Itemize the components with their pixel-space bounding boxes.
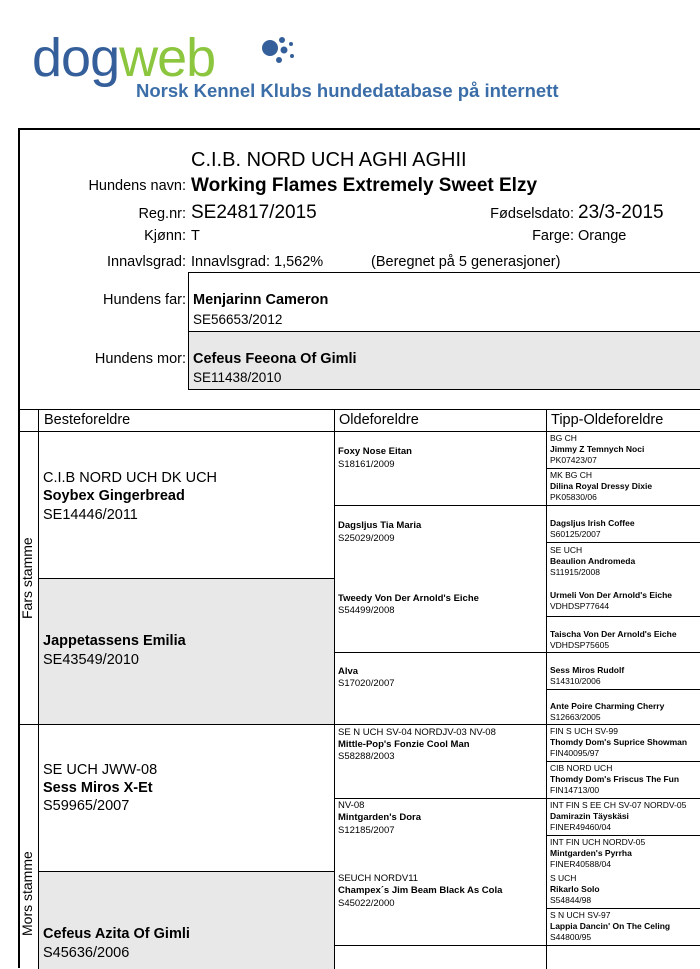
inbreeding-note: (Beregnet på 5 generasjoner): [371, 254, 561, 270]
great-great-grandparent-cell[interactable]: Sess Miros Rudolf S14310/2006: [550, 665, 625, 686]
dog-sex: T: [191, 228, 200, 244]
logo-wordmark: dogweb: [32, 28, 216, 88]
grandparent-cell[interactable]: C.I.B NORD UCH DK UCH Soybex Gingerbread SE14446/2011: [43, 470, 218, 523]
grandparent-cell[interactable]: SE UCH JWW-08 Sess Miros X-Et S59965/2007: [43, 762, 158, 814]
great-great-grandparent-cell[interactable]: INT FIN UCH NORDV-05 Mintgarden's Pyrrha FINER40588/04: [550, 837, 646, 869]
dog-name: Working Flames Extremely Sweet Elzy: [191, 175, 538, 196]
grandparent-cell[interactable]: Cefeus Azita Of Gimli S45636/2006: [39, 872, 334, 969]
dog-titles: C.I.B. NORD UCH AGHI AGHII: [191, 149, 467, 171]
parents-box: [188, 272, 700, 390]
great-great-grandparent-cell[interactable]: Dagsljus Irish Coffee S60125/2007: [550, 518, 635, 539]
sex-label: Kjønn:: [144, 228, 186, 244]
name-label: Hundens navn:: [88, 178, 186, 194]
header-tipp-oldeforeldre: Tipp-Oldeforeldre: [551, 412, 664, 428]
great-great-grandparent-cell[interactable]: BG CH Jimmy Z Temnych Noci PK07423/07: [550, 433, 645, 465]
pedigree-table: [18, 409, 700, 969]
header-oldeforeldre: Oldeforeldre: [339, 412, 419, 428]
great-great-grandparent-cell[interactable]: S N UCH SV-97 Lappia Dancin' On The Celing S44800/95: [550, 910, 671, 942]
dog-color: Orange: [578, 228, 627, 244]
great-great-grandparent-cell[interactable]: MK BG CH Dilina Royal Dressy Dixie PK05830/06: [550, 470, 653, 502]
fars-stamme-label: Fars stamme: [19, 537, 35, 619]
great-great-grandparent-cell[interactable]: Taischa Von Der Arnold's Eiche VDHDSP75605: [550, 629, 677, 650]
great-grandparent-cell[interactable]: Alva S17020/2007: [338, 666, 395, 689]
great-grandparent-cell[interactable]: Foxy Nose Eitan S18161/2009: [338, 446, 412, 470]
logo-subtitle: Norsk Kennel Klubs hundedatabase på internett: [136, 80, 559, 101]
mor-row[interactable]: [189, 332, 700, 390]
birth-label: Fødselsdato:: [490, 206, 574, 222]
mor-label: Hundens mor:: [94, 351, 186, 367]
far-label: Hundens far:: [102, 292, 186, 308]
logo-dots-icon: [248, 36, 318, 76]
mor-name[interactable]: Cefeus Feeona Of Gimli: [193, 351, 357, 367]
color-label: Farge:: [532, 228, 574, 244]
grandparent-cell[interactable]: Jappetassens Emilia SE43549/2010: [39, 579, 334, 724]
mor-reg: SE11438/2010: [193, 370, 282, 385]
regnr-label: Reg.nr:: [138, 206, 186, 222]
far-reg: SE56653/2012: [193, 312, 283, 327]
great-grandparent-cell[interactable]: NV-08 Mintgarden's Dora S12185/2007: [338, 800, 422, 836]
great-great-grandparent-cell[interactable]: Urmeli Von Der Arnold's Eiche VDHDSP77644: [550, 590, 672, 611]
great-great-grandparent-cell[interactable]: S UCH Rikarlo Solo S54844/98: [550, 873, 600, 905]
mors-stamme-label: Mors stamme: [19, 851, 35, 936]
dogweb-logo[interactable]: [32, 28, 559, 110]
dog-birthdate: 23/3-2015: [578, 202, 664, 223]
great-great-grandparent-cell[interactable]: Ante Poire Charming Cherry S12663/2005: [550, 701, 665, 722]
far-row[interactable]: [189, 273, 700, 332]
far-name[interactable]: Menjarinn Cameron: [193, 292, 329, 308]
inbreeding-value: Innavlsgrad: 1,562%: [191, 254, 324, 270]
inbreeding-label: Innavlsgrad:: [107, 254, 186, 270]
great-grandparent-cell[interactable]: SEUCH NORDV11 Champex´s Jim Beam Black As Cola S45022/2000: [338, 873, 503, 909]
header-besteforeldre: Besteforeldre: [44, 412, 131, 428]
great-great-grandparent-cell[interactable]: SE UCH Beaulion Andromeda S11915/2008: [550, 545, 636, 577]
great-grandparent-cell[interactable]: Tweedy Von Der Arnold's Eiche S54499/2008: [338, 593, 479, 616]
great-grandparent-cell[interactable]: SE N UCH SV-04 NORDJV-03 NV-08 Mittle-Pop's Fonzie Cool Man S58288/2003: [338, 727, 496, 762]
great-great-grandparent-cell[interactable]: FIN S UCH SV-99 Thomdy Dom's Suprice Showman FIN40095/97: [550, 726, 688, 758]
great-grandparent-cell[interactable]: Dagsljus Tia Maria S25029/2009: [338, 520, 422, 544]
dog-regnr: SE24817/2015: [191, 202, 317, 223]
great-great-grandparent-cell[interactable]: INT FIN S EE CH SV-07 NORDV-05 Damirazin Täyskäsi FINER49460/04: [550, 800, 687, 832]
great-great-grandparent-cell[interactable]: CIB NORD UCH Thomdy Dom's Friscus The Fun FIN14713/00: [550, 763, 680, 795]
